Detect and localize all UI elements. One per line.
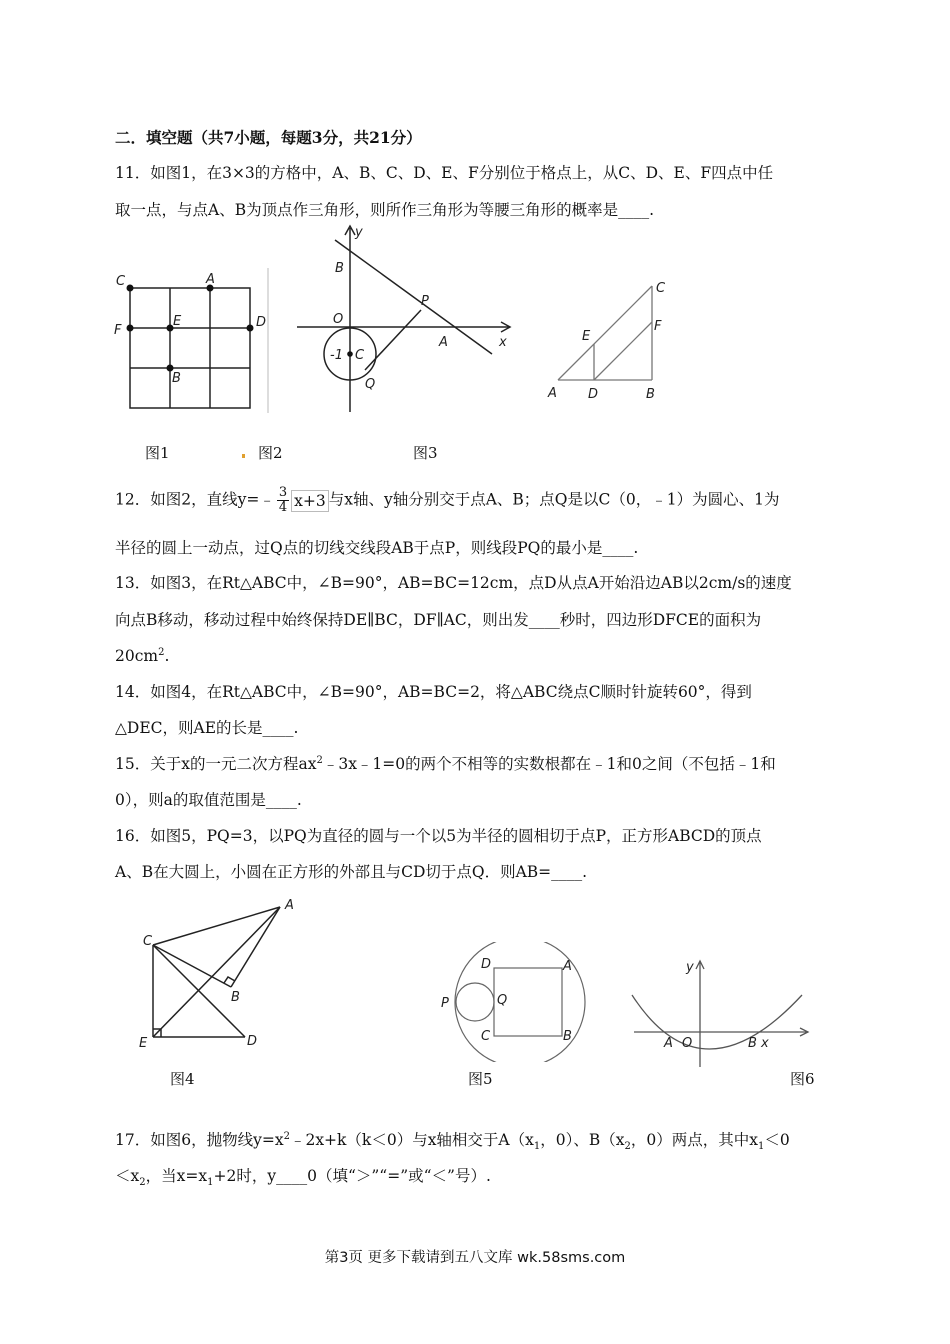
- q17-l2-sub1: 2: [139, 1177, 146, 1189]
- q12-fraction: [277, 486, 289, 515]
- fig1-caption: 图1: [145, 444, 170, 462]
- q12-post: 与x轴、y轴分别交于点A、B；点Q是以C（0，﹣1）为圆心、1为: [328, 490, 780, 509]
- figure-3-triangle: [540, 270, 680, 405]
- figure-6-parabola: [630, 955, 815, 1070]
- q17-l1-sub3: 1: [757, 1141, 765, 1153]
- fig2-label-p: P: [421, 294, 429, 309]
- q12-pre: 12．如图2，直线y=﹣: [115, 490, 275, 509]
- q15-part-b: ﹣3x﹣1=0的两个不相等的实数根都在﹣1和0之间（不包括﹣1和: [322, 755, 776, 773]
- q16-line2: A、B在大圆上，小圆在正方形的外部且与CD切于点Q．则AB=____.: [115, 863, 588, 881]
- fig5-label-a: A: [563, 959, 572, 974]
- fig3-label-b: B: [646, 387, 655, 402]
- fig1-label-c: C: [116, 274, 126, 289]
- fig6-label-x: x: [761, 1036, 769, 1051]
- figure-1-grid: [110, 268, 275, 413]
- fig1-label-a: A: [206, 272, 215, 287]
- fig2-label-y: y: [355, 225, 363, 240]
- fig1-label-d: D: [256, 315, 267, 330]
- q17-l1-c: ，0）、B（x: [540, 1131, 625, 1149]
- q12-frac-num: 3: [278, 485, 288, 500]
- q15-line1: [115, 754, 776, 774]
- fig1-label-b: B: [172, 371, 181, 386]
- fig2-label-a: A: [439, 335, 448, 350]
- q11-line1: 11．如图1，在3×3的方格中，A、B、C、D、E、F分别位于格点上，从C、D、E、F四点中任: [115, 164, 774, 182]
- q17-l2-b: ，当x=x: [145, 1167, 208, 1185]
- fig3-label-a: A: [548, 386, 557, 401]
- q13-area: 20cm: [115, 647, 159, 665]
- fig2-caption: 图2: [258, 444, 283, 462]
- q17-l1-sup: 2: [283, 1130, 290, 1142]
- fig4-label-c: C: [143, 934, 153, 949]
- stray-mark: [242, 454, 245, 458]
- fig4-caption: 图4: [170, 1070, 195, 1088]
- q15-part-a: 15．关于x的一元二次方程ax: [115, 755, 317, 773]
- page-footer: 第3页 更多下载请到五八文库 wk.58sms.com: [324, 1250, 626, 1266]
- fig3-label-e: E: [582, 329, 591, 344]
- fig3-label-c: C: [656, 281, 666, 296]
- q14-line1: 14．如图4，在Rt△ABC中，∠B=90°，AB=BC=2，将△ABC绕点C顺时针旋转60°，得到: [115, 683, 752, 701]
- q13-line2: 向点B移动，移动过程中始终保持DE∥BC，DF∥AC，则出发____秒时，四边形DFCE的面积为: [115, 611, 762, 629]
- q14-line2: △DEC，则AE的长是____.: [115, 719, 299, 737]
- fig2-label-o: O: [333, 312, 344, 327]
- fig1-label-e: E: [173, 314, 182, 329]
- fig2-label-q: Q: [365, 377, 376, 392]
- section-title: 二．填空题（共7小题，每题3分，共21分）: [115, 128, 422, 147]
- fig1-label-f: F: [114, 323, 122, 338]
- q13-sup: 2: [158, 646, 165, 658]
- fig5-label-b: B: [563, 1029, 572, 1044]
- q17-line2: [115, 1166, 491, 1189]
- fig5-label-q: Q: [497, 993, 508, 1008]
- q17-l2-c: +2时，y____0（填“＞”“=”或“＜”号）.: [213, 1167, 491, 1185]
- q12-boxed-term: x+3: [291, 490, 329, 512]
- q12-line1: [115, 486, 779, 515]
- q12-line2: 半径的圆上一动点，过Q点的切线交线段AB于点P，则线段PQ的最小是____.: [115, 539, 639, 557]
- q17-l1-a: 17．如图6，抛物线y=x: [115, 1131, 284, 1149]
- fig5-caption: 图5: [468, 1070, 493, 1088]
- fig3-caption: 图3: [413, 444, 438, 462]
- q17-line1: [115, 1130, 790, 1153]
- figure-4-rotation: [135, 895, 300, 1055]
- fig3-label-f: F: [654, 319, 662, 334]
- q12-frac-den: 4: [278, 500, 288, 515]
- fig6-label-b: B: [748, 1036, 757, 1051]
- q13-line3: [115, 646, 169, 666]
- fig2-label-x: x: [499, 335, 507, 350]
- q17-l1-sub1: 1: [533, 1141, 541, 1153]
- q17-l1-d: ，0）两点，其中x: [630, 1131, 758, 1149]
- fig2-label-c: C: [355, 348, 365, 363]
- fig5-label-c: C: [481, 1029, 491, 1044]
- q15-line2: 0），则a的取值范围是____.: [115, 791, 302, 809]
- q11-line2: 取一点，与点A、B为顶点作三角形，则所作三角形为等腰三角形的概率是____.: [115, 201, 655, 219]
- fig4-label-b: B: [231, 990, 240, 1005]
- q17-l1-e: ＜0: [764, 1131, 790, 1149]
- fig4-label-e: E: [139, 1036, 148, 1051]
- fig6-label-a: A: [664, 1036, 673, 1051]
- fig3-label-d: D: [588, 387, 599, 402]
- q17-l1-b: ﹣2x+k（k＜0）与x轴相交于A（x: [289, 1131, 534, 1149]
- q17-l2-a: ＜x: [115, 1167, 140, 1185]
- q17-l2-sub2: 1: [207, 1177, 214, 1189]
- fig6-label-y: y: [686, 960, 694, 975]
- fig2-label-minus1: -1: [330, 348, 343, 363]
- q16-line1: 16．如图5，PQ=3，以PQ为直径的圆与一个以5为半径的圆相切于点P，正方形ABCD的顶点: [115, 827, 762, 845]
- fig5-label-d: D: [481, 957, 492, 972]
- fig6-caption: 图6: [790, 1070, 815, 1088]
- q17-l1-sub2: 2: [624, 1141, 631, 1153]
- fig5-label-p: P: [441, 996, 449, 1011]
- fig2-label-b: B: [335, 261, 344, 276]
- fig6-label-o: O: [682, 1036, 693, 1051]
- fig4-label-a: A: [285, 898, 294, 913]
- q13-line1: 13．如图3，在Rt△ABC中，∠B=90°，AB=BC=12cm，点D从点A开始沿边AB以2cm/s的速度: [115, 574, 792, 592]
- figure-5-circles: [435, 942, 605, 1062]
- figure-2-coordinate: [295, 222, 515, 414]
- fig4-label-d: D: [247, 1034, 258, 1049]
- q13-end: .: [164, 647, 170, 665]
- q15-sup: 2: [316, 754, 323, 766]
